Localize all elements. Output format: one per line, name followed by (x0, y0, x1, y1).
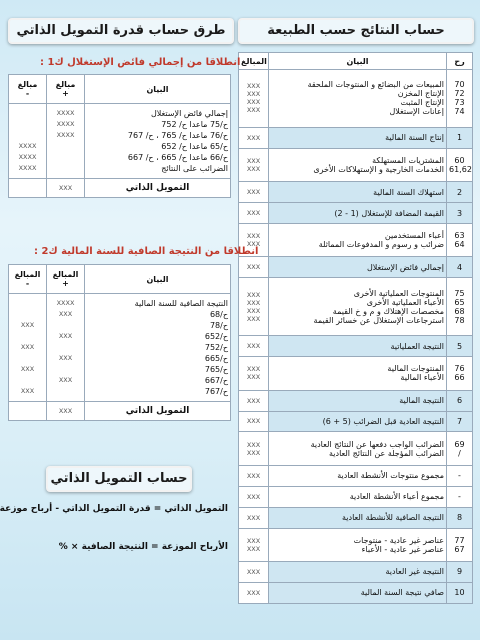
line-p (49, 386, 82, 397)
amount-cell-line: XXX (246, 290, 261, 299)
method2-table (8, 264, 231, 421)
amount-cell-line: XXX (246, 165, 261, 174)
table-row (239, 278, 473, 336)
account-cell (447, 486, 473, 507)
amount-cell-line: XXX (246, 133, 261, 142)
amount-cell (239, 70, 269, 128)
account-cell-line: 75 (454, 288, 465, 298)
line-m (11, 119, 44, 130)
line-t: ح/752 (204, 343, 228, 352)
table-row (239, 70, 473, 128)
account-cell-line: 2 (456, 187, 463, 197)
amount-cell-line: XXX (246, 588, 261, 597)
statement-cell (269, 432, 447, 465)
formula-dividends: الأرباح الموزعة = النتيجة الصافية × % (58, 542, 228, 552)
line-p (49, 163, 82, 174)
account-cell-line: 7 (456, 416, 463, 426)
amount-cell (239, 357, 269, 390)
statement-cell-line: النتيجة الصافية للأنشطة العادية (341, 513, 444, 523)
table-row (239, 411, 473, 432)
statement-cell-line: الخدمات الخارجية و الإستهلاكات الأخرى (313, 165, 444, 175)
line-m: XXX (20, 387, 35, 395)
line-p (49, 342, 82, 353)
amount-cell-line: XXX (246, 263, 261, 272)
amount-cell (239, 528, 269, 561)
account-cell (447, 507, 473, 528)
statement-cell-line: الضرائب المؤجلة عن النتائج العادية (328, 448, 444, 458)
account-cell-line: / (458, 448, 461, 458)
account-cell (447, 390, 473, 411)
amount-cell (239, 582, 269, 603)
line-m: XXXX (18, 164, 37, 172)
statement-cell-line: الضرائب الواجب دفعها عن النتائج العادية (310, 439, 444, 449)
table-row (239, 336, 473, 357)
statement-cell-line: النتيجة العادية قبل الضرائب (5 + 6) (322, 416, 444, 426)
method2-total-value: XXX (47, 402, 85, 421)
line-m: XXXX (18, 153, 37, 161)
account-cell-line: 77 (454, 535, 465, 545)
line-t: إجمالي فائض الإستغلال (150, 109, 228, 118)
statement-cell (269, 203, 447, 224)
statement-cell-line: المنتوجات العملياتية الأخرى (353, 288, 444, 298)
method1-total-label: التمويل الذاتي (85, 179, 231, 198)
statement-cell-line: القيمة المضافة للإستغلال (1 - 2) (334, 208, 444, 218)
col-account-no: رح (447, 53, 473, 70)
account-cell (447, 432, 473, 465)
amount-cell-line: XXX (246, 306, 261, 315)
line-p: XXX (58, 332, 73, 340)
statement-cell-line: استرجاعات الإستغلال عن خسائر القيمة (313, 315, 444, 325)
line-p (49, 152, 82, 163)
col-statement: البيان (85, 75, 231, 104)
account-cell (447, 582, 473, 603)
line-m: XXX (20, 365, 35, 373)
account-cell-line: 1 (456, 133, 463, 143)
account-cell-line: 69 (454, 439, 465, 449)
line-p: XXX (58, 310, 73, 318)
plus-cell (47, 104, 85, 179)
statement-cell-line: إعانات الإستغلال (389, 107, 444, 117)
account-cell-line: 76 (454, 364, 465, 374)
method-body-row (9, 294, 231, 402)
table-row (239, 486, 473, 507)
statement-cell-line: النتيجة المالية (399, 396, 444, 406)
amount-cell-line: XXX (246, 314, 261, 323)
amount-cell (239, 561, 269, 582)
statement-cell (269, 528, 447, 561)
method2-title: انطلاقا من النتيجة الصافية للسنة المالية ك2 : (34, 246, 259, 257)
line-t: ح/667 (204, 376, 228, 385)
account-cell (447, 182, 473, 203)
account-cell (447, 528, 473, 561)
statement-cell-line: المنتوجات المالية (387, 364, 444, 374)
amount-cell-line: XXX (246, 471, 261, 480)
plus-cell (47, 294, 85, 402)
line-p: XXX (58, 354, 73, 362)
line-m (11, 108, 44, 119)
header-income-statement: حساب النتائج حسب الطبيعة (238, 18, 474, 44)
statement-cell (269, 70, 447, 128)
col-statement: البيان (85, 265, 231, 294)
line-t: ح/68 (209, 310, 228, 319)
statement-cell-line: الأعباء المالية (400, 373, 444, 383)
line-p: XXXX (56, 131, 75, 139)
table-row (239, 224, 473, 257)
statement-cell (269, 127, 447, 148)
account-cell-line: 61,62 (449, 165, 472, 175)
statement-cell (269, 561, 447, 582)
account-cell-line: 68 (454, 306, 465, 316)
account-cell-line: 78 (454, 315, 465, 325)
statement-cell (269, 411, 447, 432)
amount-cell (239, 432, 269, 465)
statement-cell-line: الإنتاج المخزن (397, 89, 444, 99)
account-cell (447, 203, 473, 224)
account-cell-line: 63 (454, 231, 465, 241)
statement-cell-line: المشتريات المستهلكة (372, 156, 444, 166)
table-row (239, 257, 473, 278)
account-cell-line: - (458, 471, 461, 481)
statement-cell (269, 582, 447, 603)
statement-cell (269, 486, 447, 507)
statement-cell-line: ضرائب و رسوم و المدفوعات المماثلة (318, 240, 444, 250)
account-cell-line: 65 (454, 297, 465, 307)
header-self-financing: حساب التمويل الذاتي (46, 466, 192, 492)
statement-cell-line: عناصر غير عادية - منتوجات (353, 535, 444, 545)
col-statement: البيان (269, 53, 447, 70)
line-p: XXXX (56, 299, 75, 307)
method1-table (8, 74, 231, 198)
account-cell (447, 278, 473, 336)
table-row (239, 582, 473, 603)
line-m (11, 309, 44, 320)
line-t: ح/767 (204, 387, 228, 396)
amount-cell-line: XXX (246, 157, 261, 166)
account-cell (447, 148, 473, 181)
statement-cell-line: مخصصات الإهتلاك و م و خ القيمة (332, 306, 444, 316)
account-cell-line: 8 (456, 513, 463, 523)
line-t: ح/765 (204, 365, 228, 374)
statement-cell-line: استهلاك السنة المالية (373, 187, 444, 197)
income-statement-table (238, 52, 473, 604)
table-row (239, 203, 473, 224)
line-m (11, 130, 44, 141)
account-cell-line: 72 (454, 89, 465, 99)
statement-cell (269, 465, 447, 486)
statement-cell (269, 390, 447, 411)
account-cell-line: 3 (456, 208, 463, 218)
col-amounts-minus: المبالغ - (9, 265, 47, 294)
amount-cell-line: XXX (246, 90, 261, 99)
amount-cell-line: XXX (246, 448, 261, 457)
line-p (49, 141, 82, 152)
statement-cell-line: صافي نتيجة السنة المالية (360, 588, 444, 598)
account-cell-line: 70 (454, 80, 465, 90)
account-cell-line: 4 (456, 262, 463, 272)
col-amounts-plus: المبالغ + (47, 265, 85, 294)
statement-cell-line: مجموع أعباء الأنشطة العادية (349, 492, 444, 502)
account-cell-line: 10 (454, 588, 465, 598)
statement-cell (85, 104, 231, 179)
amount-cell (239, 127, 269, 148)
amount-cell-line: XXX (246, 98, 261, 107)
amount-cell-line: XXX (246, 342, 261, 351)
line-m (11, 331, 44, 342)
account-cell-line: 6 (456, 396, 463, 406)
account-cell-line: 66 (454, 373, 465, 383)
amount-cell (239, 507, 269, 528)
statement-cell-line: أعباء المستخدمين (384, 231, 444, 241)
amount-cell-line: XXX (246, 188, 261, 197)
account-cell-line: 9 (456, 567, 463, 577)
account-cell-line: 60 (454, 156, 465, 166)
table-row (239, 528, 473, 561)
statement-cell (269, 507, 447, 528)
table-row (239, 561, 473, 582)
table-row (239, 390, 473, 411)
method1-total-value: XXX (47, 179, 85, 198)
account-cell (447, 357, 473, 390)
table-row (239, 507, 473, 528)
statement-cell-line: الأعباء العملياتية الأخرى (366, 297, 444, 307)
line-t: ح/65 ماعدا ح/ 652 (161, 142, 228, 151)
line-m (11, 375, 44, 386)
line-t: ح/76 ماعدا ح/ 765 ، ح/ 767 (127, 131, 228, 140)
col-amounts: المبالغ (239, 53, 269, 70)
account-cell-line: 74 (454, 107, 465, 117)
account-cell (447, 411, 473, 432)
account-cell-line: 64 (454, 240, 465, 250)
line-t: ح/665 (204, 354, 228, 363)
statement-cell-line: عناصر غير عادية - الأعباء (361, 544, 444, 554)
statement-cell (269, 224, 447, 257)
amount-cell-line: XXX (246, 417, 261, 426)
statement-cell (269, 336, 447, 357)
statement-cell-line: مجموع منتوجات الأنشطة العادية (337, 471, 444, 481)
line-t: ح/75 ماعدا ح/ 752 (161, 120, 228, 129)
col-amounts-minus: مبالغ - (9, 75, 47, 104)
line-p (49, 364, 82, 375)
statement-cell-line: النتيجة العملياتية (390, 341, 444, 351)
amount-cell (239, 278, 269, 336)
amount-cell-line: XXX (246, 106, 261, 115)
line-p: XXXX (56, 109, 75, 117)
account-cell-line: 67 (454, 544, 465, 554)
amount-cell-line: XXX (246, 492, 261, 501)
formula-self-financing: التمويل الذاتي = قدرة التمويل الذاتي - أرباح موزعة (0, 504, 228, 514)
account-cell (447, 465, 473, 486)
statement-cell-line: النتيجة غير العادية (385, 567, 444, 577)
amount-cell-line: XXX (246, 365, 261, 374)
amount-cell-line: XXX (246, 232, 261, 241)
account-cell (447, 127, 473, 148)
amount-cell-line: XXX (246, 298, 261, 307)
amount-cell-line: XXX (246, 536, 261, 545)
amount-cell (239, 257, 269, 278)
account-cell (447, 561, 473, 582)
line-t: ح/652 (204, 332, 228, 341)
amount-cell-line: XXX (246, 373, 261, 382)
account-cell (447, 336, 473, 357)
statement-cell (269, 278, 447, 336)
line-m: XXX (20, 321, 35, 329)
line-p (49, 320, 82, 331)
table-row (239, 182, 473, 203)
amount-cell (239, 148, 269, 181)
method-body-row (9, 104, 231, 179)
col-amounts-plus: مبالغ + (47, 75, 85, 104)
account-cell-line: 5 (456, 341, 463, 351)
amount-cell (239, 411, 269, 432)
line-m: XXXX (18, 142, 37, 150)
account-cell (447, 70, 473, 128)
amount-cell-line: XXX (246, 440, 261, 449)
statement-cell (269, 257, 447, 278)
line-t: ح/66 ماعدا ح/ 665 ، ح/ 667 (127, 153, 228, 162)
method2-total-label: التمويل الذاتي (85, 402, 231, 421)
header-self-financing-methods: طرق حساب قدرة التمويل الذاتي (8, 18, 234, 44)
account-cell (447, 257, 473, 278)
amount-cell-line: XXX (246, 82, 261, 91)
amount-cell-line: XXX (246, 240, 261, 249)
amount-cell-line: XXX (246, 567, 261, 576)
amount-cell (239, 465, 269, 486)
line-m (11, 353, 44, 364)
minus-cell (9, 294, 47, 402)
statement-cell-line: الإنتاج المثبت (400, 98, 444, 108)
account-cell-line: - (458, 492, 461, 502)
line-t: النتيجة الصافية للسنة المالية (134, 299, 228, 308)
minus-cell (9, 104, 47, 179)
amount-cell (239, 390, 269, 411)
statement-cell (269, 148, 447, 181)
method1-title: انطلاقا من إجمالي فائض الإستغلال ك1 : (40, 57, 241, 68)
table-row (239, 148, 473, 181)
amount-cell (239, 203, 269, 224)
statement-cell-line: إنتاج السنة المالية (385, 133, 444, 143)
line-p: XXX (58, 376, 73, 384)
amount-cell-line: XXX (246, 513, 261, 522)
amount-cell-line: XXX (246, 396, 261, 405)
line-p: XXXX (56, 120, 75, 128)
amount-cell-line: XXX (246, 209, 261, 218)
amount-cell-line: XXX (246, 544, 261, 553)
line-t: ح/78 (209, 321, 228, 330)
line-m: XXX (20, 343, 35, 351)
table-row (239, 357, 473, 390)
table-row (239, 432, 473, 465)
statement-cell (269, 357, 447, 390)
amount-cell (239, 336, 269, 357)
line-t: الضرائب على النتائج (161, 164, 228, 173)
table-row (239, 127, 473, 148)
statement-cell (269, 182, 447, 203)
amount-cell (239, 182, 269, 203)
account-cell (447, 224, 473, 257)
table-row (239, 465, 473, 486)
statement-cell (85, 294, 231, 402)
amount-cell (239, 486, 269, 507)
account-cell-line: 73 (454, 98, 465, 108)
line-m (11, 298, 44, 309)
statement-cell-line: المبيعات من البضائع و المنتوجات الملحقة (307, 80, 444, 90)
statement-cell-line: إجمالي فائض الإستغلال (366, 262, 444, 272)
